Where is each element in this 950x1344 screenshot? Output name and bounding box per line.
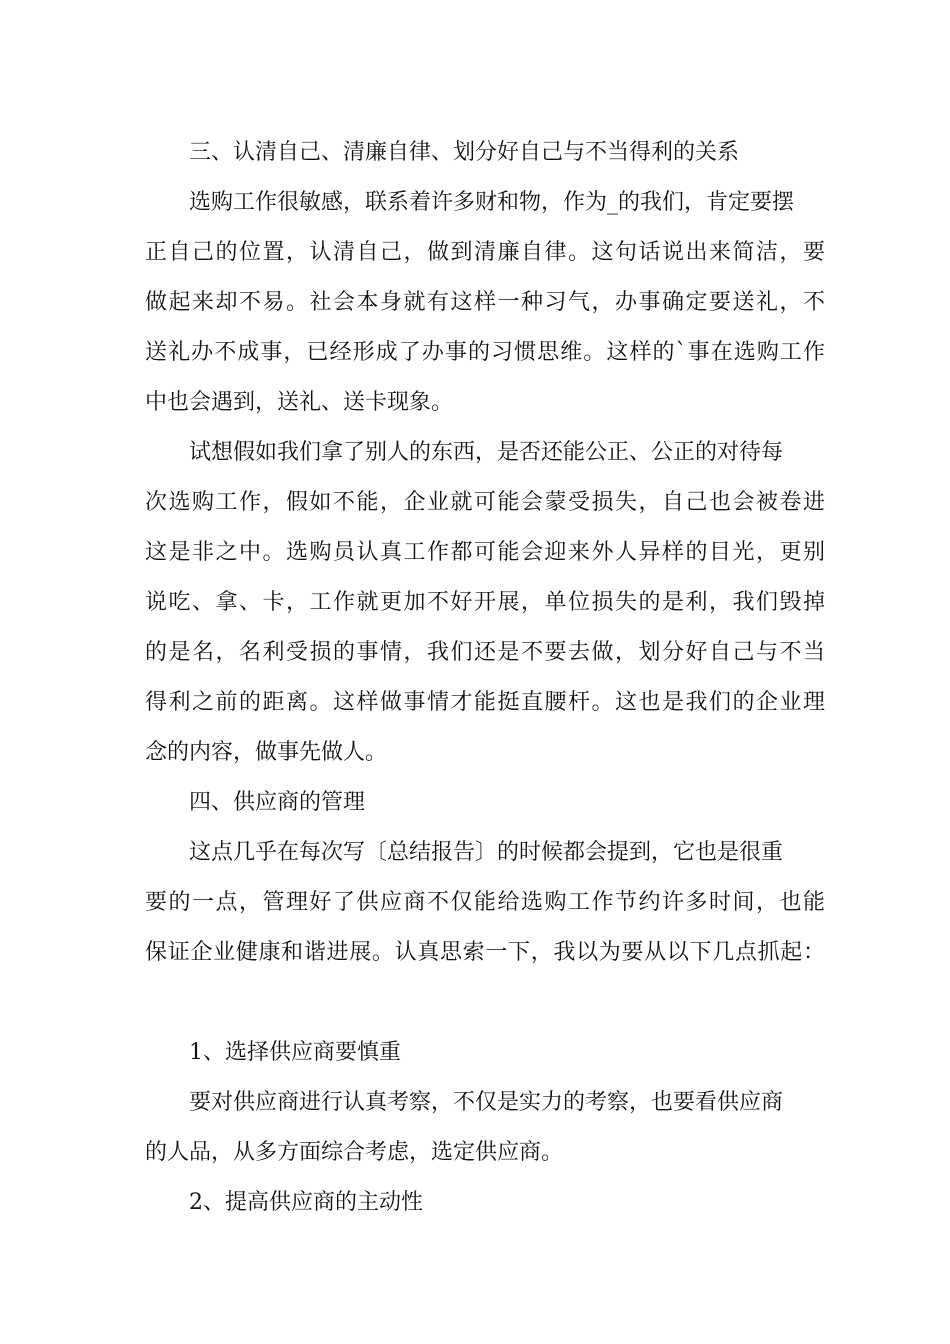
paragraph-line: 送礼办不成事，已经形成了办事的习惯思维。这样的`事在选购工作 (145, 340, 825, 365)
paragraph-line: 中也会遇到，送礼、送卡现象。 (145, 390, 454, 415)
paragraph-line: 试想假如我们拿了别人的东西，是否还能公正、公正的对待每 (189, 440, 784, 465)
document-body (145, 128, 825, 1228)
paragraph-line: 的是名，名利受损的事情，我们还是不要去做，划分好自己与不当 (145, 640, 825, 665)
paragraph-line: 念的内容，做事先做人。 (145, 740, 388, 765)
paragraph-1 (145, 178, 825, 428)
paragraph-3 (145, 828, 825, 978)
paragraph-line: 做起来却不易。社会本身就有这样一种习气，办事确定要送礼，不 (145, 290, 825, 315)
paragraph-2 (145, 428, 825, 778)
sub-heading-2: 2、提高供应商的主动性 (189, 1190, 423, 1215)
paragraph-line: 这点几乎在每次写〔总结报告〕的时候都会提到，它也是很重 (189, 840, 784, 865)
paragraph-line: 要的一点，管理好了供应商不仅能给选购工作节约许多时间，也能 (145, 890, 825, 915)
paragraph-line: 说吃、拿、卡，工作就更加不好开展，单位损失的是利，我们毁掉 (145, 590, 825, 615)
section-heading-4: 四、供应商的管理 (189, 790, 366, 815)
blank-line (145, 978, 825, 1028)
paragraph-line: 要对供应商进行认真考察，不仅是实力的考察，也要看供应商 (189, 1090, 784, 1115)
paragraph-line: 的人品，从多方面综合考虑，选定供应商。 (145, 1140, 564, 1165)
paragraph-line: 保证企业健康和谐进展。认真思索一下，我以为要从以下几点抓起： (145, 940, 825, 965)
paragraph-line: 得利之前的距离。这样做事情才能挺直腰杆。这也是我们的企业理 (145, 690, 825, 715)
paragraph-line: 正自己的位置，认清自己，做到清廉自律。这句话说出来简洁，要 (145, 240, 825, 265)
paragraph-line: 次选购工作，假如不能，企业就可能会蒙受损失，自己也会被卷进 (145, 490, 825, 515)
paragraph-line: 选购工作很敏感，联系着许多财和物，作为_的我们，肯定要摆 (189, 190, 795, 215)
paragraph-line: 这是非之中。选购员认真工作都可能会迎来外人异样的目光，更别 (145, 540, 825, 565)
section-heading-3: 三、认清自己、清廉自律、划分好自己与不当得利的关系 (189, 140, 740, 165)
paragraph-4 (145, 1078, 825, 1178)
sub-heading-1: 1、选择供应商要慎重 (189, 1040, 401, 1065)
